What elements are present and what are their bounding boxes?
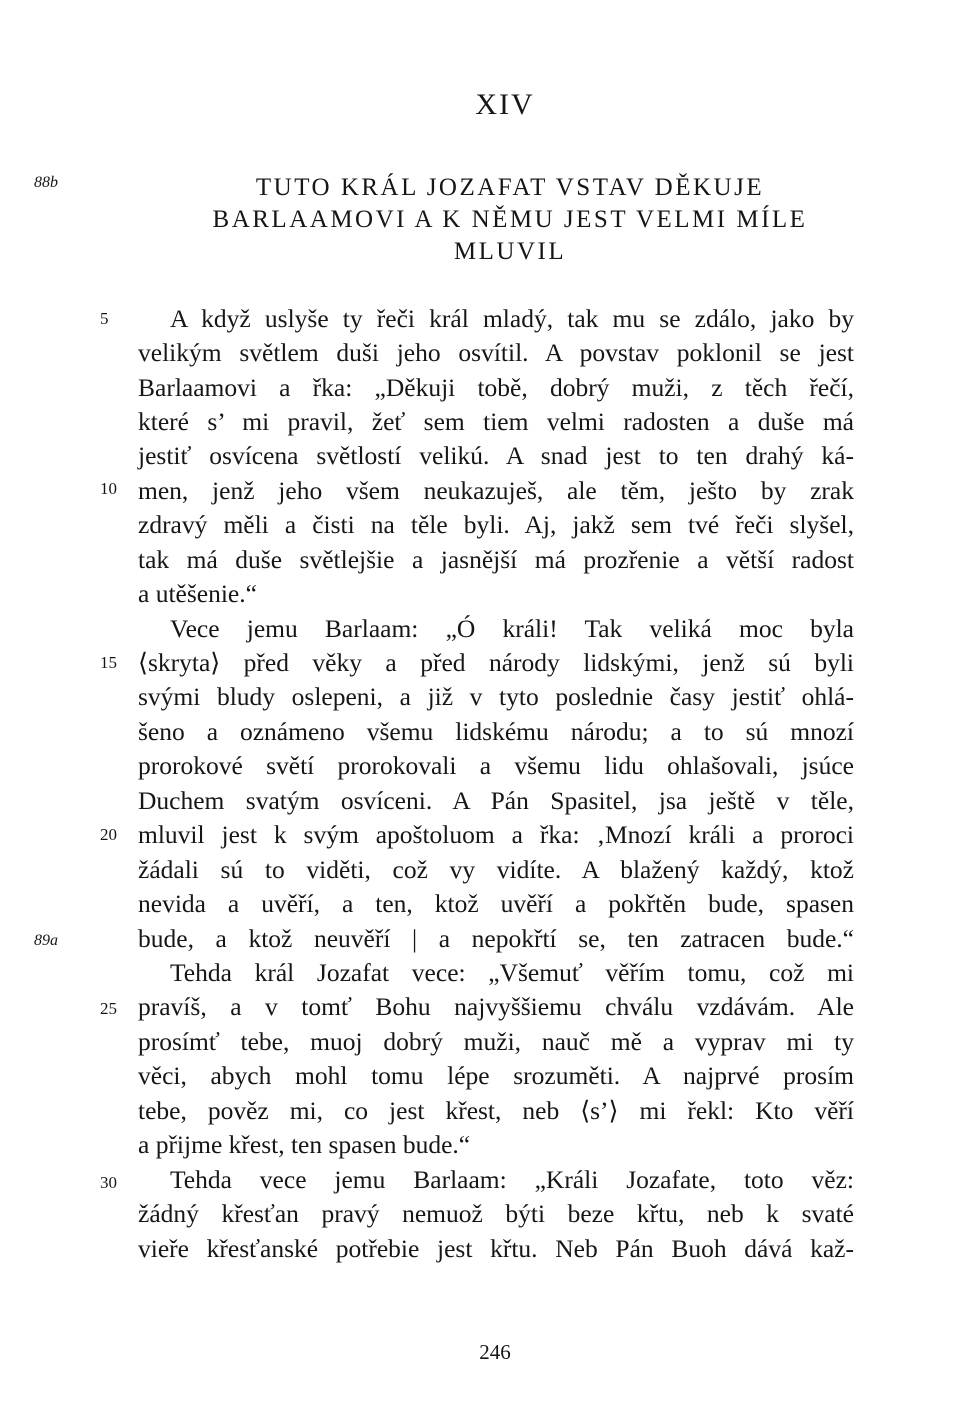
text-line: nevida a uvěří, a ten, ktož uvěří a pokřtěn bude, spasen (138, 889, 854, 918)
heading-line-3: MLUVIL (453, 238, 567, 265)
text-line: velikým světlem duši jeho osvítil. A povstav poklonil se jest (138, 338, 854, 367)
line-number: 15 (100, 653, 117, 672)
folio-mark-89a: 89a (34, 932, 58, 949)
line-number: 25 (100, 999, 117, 1018)
text-line: Tehda vece jemu Barlaam: „Králi Jozafate, toto věz: (170, 1165, 854, 1194)
text-line: tebe, pověz mi, co jest křest, neb ⟨s’⟩ mi řekl: Kto věří (138, 1096, 854, 1125)
text-line: a přijme křest, ten spasen bude.“ (138, 1130, 471, 1159)
text-line: prorokové světí prorokovali a všemu lidu ohlašovali, jsúce (138, 751, 854, 780)
chapter-heading (150, 172, 870, 268)
text-line: které s’ mi pravil, žeť sem tiem velmi radosten a duše má (138, 407, 854, 436)
page-number: 246 (479, 1340, 511, 1364)
text-line: a utěšenie.“ (138, 579, 257, 608)
text-line: Tehda král Jozafat vece: „Všemuť věřím tomu, což mi (170, 958, 854, 987)
text-line: men, jenž jeho všem neukazuješ, ale těm, ješto by zrak (138, 476, 854, 505)
text-line: A když uslyše ty řeči král mladý, tak mu se zdálo, jako by (170, 304, 854, 333)
text-line: pravíš, a v tomť Bohu najvyššiemu chválu vzdávám. Ale (138, 992, 854, 1021)
heading-line-1: TUTO KRÁL JOZAFAT VSTAV DĚKUJE (255, 174, 765, 201)
text-line: prosímť tebe, muoj dobrý muži, nauč mě a vyprav mi ty (138, 1027, 854, 1056)
text-line: bude, a ktož neuvěří | a nepokřtí se, ten zatracen bude.“ (138, 924, 854, 953)
text-line: svými bludy oslepeni, a již v tyto poslednie časy jestiť ohlá- (138, 682, 854, 711)
text-line: věci, abych mohl tomu lépe srozuměti. A najprvé prosím (138, 1061, 854, 1090)
text-line: šeno a oznámeno všemu lidskému národu; a to sú mnozí (138, 717, 854, 746)
text-line: zdravý měli a čisti na těle byli. Aj, jakž sem tvé řeči slyšel, (138, 510, 854, 539)
text-line: Barlaamovi a řka: „Děkuji tobě, dobrý muži, z těch řečí, (138, 373, 854, 402)
text-line: ⟨skryta⟩ před věky a před národy lidskými, jenž sú byli (138, 648, 854, 677)
line-number: 30 (100, 1173, 117, 1192)
line-number: 20 (100, 825, 117, 844)
text-line: Vece jemu Barlaam: „Ó králi! Tak veliká moc byla (170, 614, 854, 643)
text-line: mluvil jest k svým apoštoluom a řka: ‚Mnozí králi a proroci (138, 820, 854, 849)
line-number: 5 (100, 309, 109, 328)
text-line: Duchem svatým osvíceni. A Pán Spasitel, jsa ještě v těle, (138, 786, 854, 815)
heading-line-2: BARLAAMOVI A K NĚMU JEST VELMI MÍLE (212, 206, 808, 233)
text-line: tak má duše světlejšie a jasnější má prozřenie a větší radost (138, 545, 854, 574)
text-line: žádali sú to viděti, což vy vidíte. A blažený každý, ktož (138, 855, 854, 884)
text-line: žádný křesťan pravý nemuož býti beze křtu, neb k svaté (138, 1199, 854, 1228)
folio-mark-88b: 88b (34, 174, 58, 191)
text-line: vieře křesťanské potřebie jest křtu. Neb Pán Buoh dává kaž- (138, 1234, 854, 1263)
line-number: 10 (100, 479, 117, 498)
text-line: jestiť osvícena světlostí velikú. A snad jest to ten drahý ká- (138, 441, 854, 470)
chapter-number: XIV (475, 88, 535, 121)
